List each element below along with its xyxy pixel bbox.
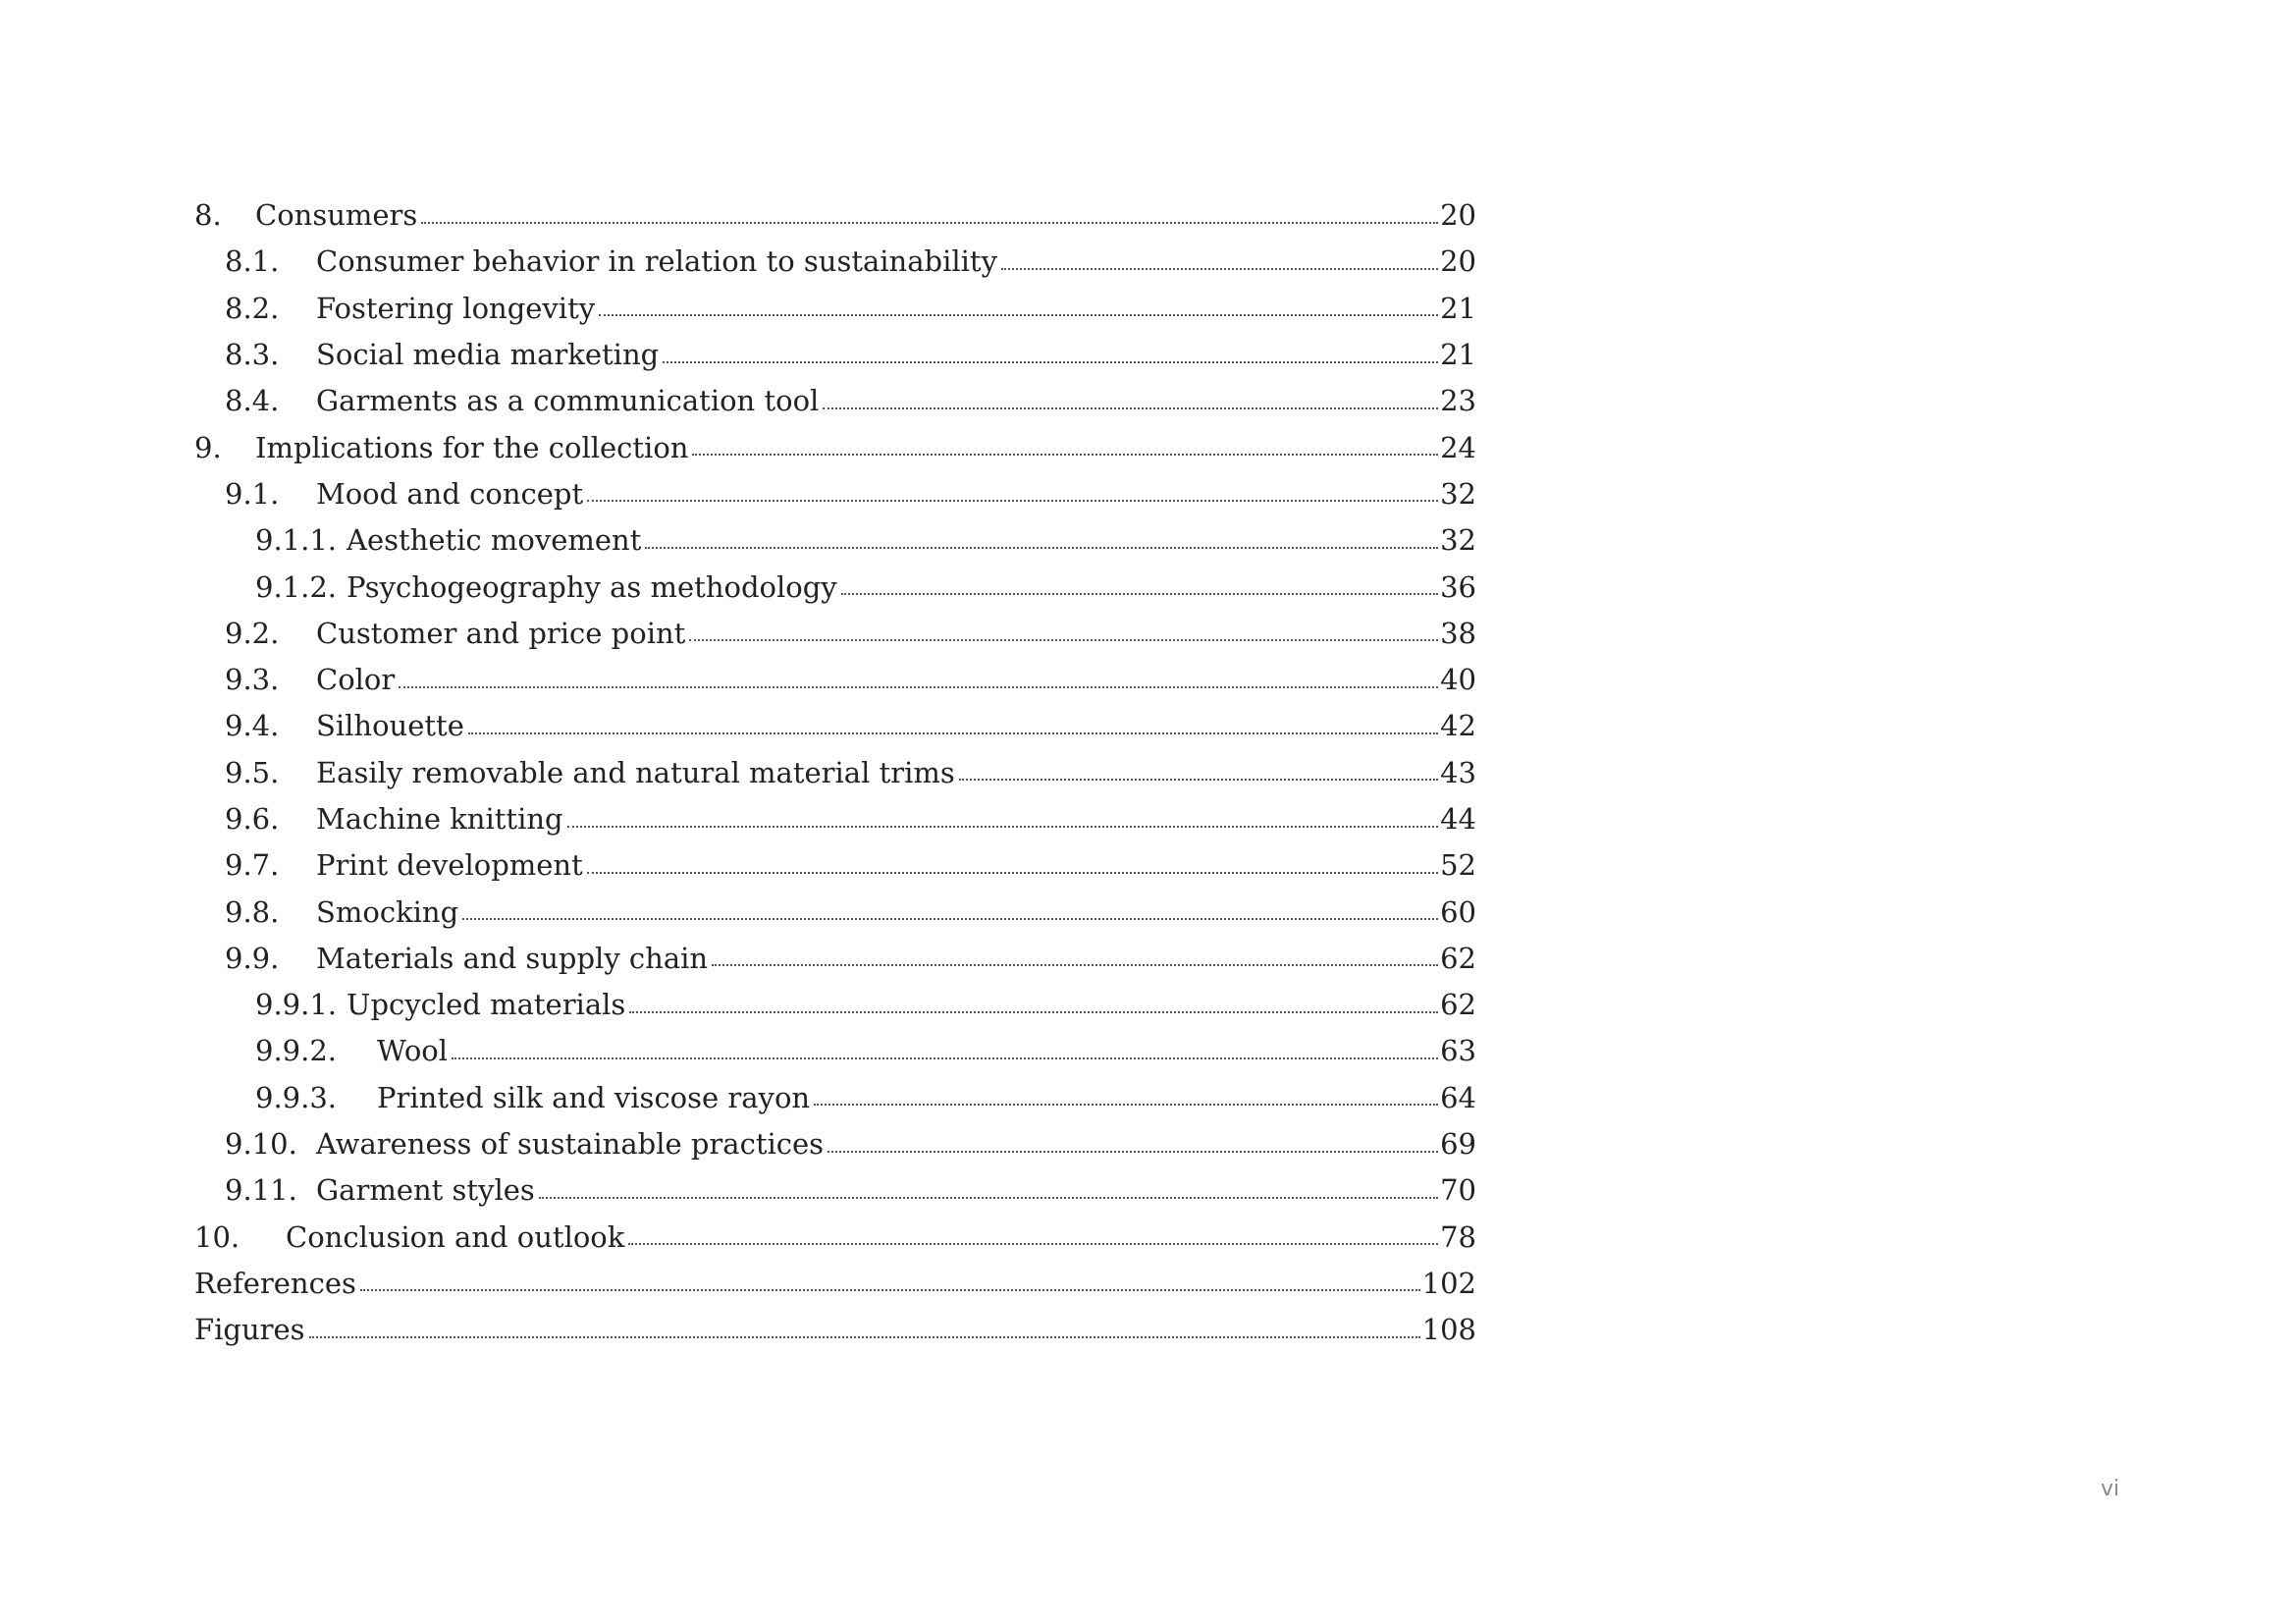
toc-entry[interactable]	[194, 842, 1476, 889]
toc-entry-title: Garments as a communication tool	[316, 384, 820, 418]
toc-entry-page: 60	[1440, 894, 1476, 929]
dot-leader	[452, 1057, 1438, 1059]
toc-entry-title: Aesthetic movement	[347, 523, 642, 558]
toc-entry[interactable]	[194, 1121, 1476, 1167]
toc-entry-title: Color	[316, 663, 396, 697]
toc-entry-title: Easily removable and natural material trims	[316, 755, 955, 789]
toc-entry-title: Figures	[194, 1313, 305, 1347]
toc-entry-title: Machine knitting	[316, 802, 563, 836]
toc-entry-number: 9.3.	[225, 663, 280, 697]
toc-entry-page: 21	[1440, 291, 1476, 325]
toc-entry-number: 9.4.	[225, 709, 280, 743]
toc-entry-title: Consumer behavior in relation to sustainability	[316, 244, 997, 279]
toc-entry-title: Silhouette	[316, 709, 464, 743]
toc-entry-title: Mood and concept	[316, 476, 584, 511]
toc-entry-page: 108	[1421, 1313, 1476, 1347]
toc-entry-page: 63	[1440, 1034, 1476, 1068]
dot-leader	[628, 1243, 1438, 1245]
toc-entry-page: 32	[1440, 476, 1476, 511]
dot-leader	[587, 872, 1438, 874]
toc-entry-page: 102	[1421, 1266, 1476, 1300]
toc-entry-title: Materials and supply chain	[316, 941, 709, 975]
toc-entry-page: 42	[1440, 709, 1476, 743]
toc-entry-page: 44	[1440, 802, 1476, 836]
toc-entry-number: 9.6.	[225, 802, 280, 836]
toc-entry-page: 21	[1440, 338, 1476, 372]
toc-entry-page: 40	[1440, 663, 1476, 697]
toc-entry-page: 69	[1440, 1127, 1476, 1162]
toc-entry[interactable]	[194, 471, 1476, 517]
toc-entry-page: 23	[1440, 384, 1476, 418]
dot-leader	[309, 1336, 1420, 1338]
toc-entry-page: 20	[1440, 198, 1476, 233]
toc-entry-title: Consumers	[255, 198, 418, 233]
toc-entry-number: 8.4.	[225, 384, 280, 418]
toc-entry[interactable]	[194, 1307, 1476, 1353]
toc-entry-number: 9.8.	[225, 894, 280, 929]
toc-entry-number: 9.1.2.	[255, 569, 338, 604]
toc-entry[interactable]	[194, 889, 1476, 935]
toc-entry-number: 8.3.	[225, 338, 280, 372]
dot-leader	[468, 732, 1438, 734]
table-of-contents	[194, 192, 1476, 1353]
toc-entry[interactable]	[194, 1215, 1476, 1261]
toc-entry-number: 9.9.3.	[255, 1080, 338, 1114]
toc-entry-number: 9.1.	[225, 476, 280, 511]
toc-entry-page: 24	[1440, 430, 1476, 464]
page-number: vi	[2101, 1477, 2120, 1501]
toc-entry[interactable]	[194, 982, 1476, 1028]
dot-leader	[689, 639, 1438, 641]
toc-entry[interactable]	[194, 239, 1476, 285]
toc-entry[interactable]	[194, 192, 1476, 239]
toc-entry-title: Garment styles	[316, 1173, 535, 1208]
toc-entry-number: 8.	[194, 198, 222, 233]
toc-entry[interactable]	[194, 936, 1476, 982]
toc-entry-title: References	[194, 1266, 356, 1300]
toc-entry[interactable]	[194, 286, 1476, 332]
dot-leader	[959, 779, 1438, 781]
toc-entry-number: 9.10.	[225, 1127, 297, 1162]
dot-leader	[663, 361, 1438, 363]
toc-entry[interactable]	[194, 424, 1476, 470]
toc-entry-title: Customer and price point	[316, 616, 686, 650]
toc-entry-number: 9.2.	[225, 616, 280, 650]
toc-entry-title: Wool	[377, 1034, 449, 1068]
dot-leader	[814, 1104, 1438, 1106]
dot-leader	[539, 1197, 1438, 1199]
dot-leader	[841, 593, 1438, 595]
toc-entry[interactable]	[194, 517, 1476, 564]
toc-entry-page: 36	[1440, 569, 1476, 604]
dot-leader	[599, 314, 1438, 316]
toc-entry-number: 8.2.	[225, 291, 280, 325]
toc-entry[interactable]	[194, 796, 1476, 842]
toc-entry[interactable]	[194, 703, 1476, 749]
toc-entry[interactable]	[194, 1075, 1476, 1121]
toc-entry[interactable]	[194, 564, 1476, 610]
dot-leader	[645, 547, 1438, 549]
toc-entry[interactable]	[194, 1028, 1476, 1074]
toc-entry-page: 62	[1440, 988, 1476, 1022]
dot-leader	[692, 454, 1438, 456]
toc-entry-number: 9.	[194, 430, 222, 464]
toc-entry-number: 8.1.	[225, 244, 280, 279]
toc-entry-title: Psychogeography as methodology	[347, 569, 837, 604]
toc-entry[interactable]	[194, 332, 1476, 378]
dot-leader	[399, 686, 1438, 688]
toc-entry-title: Conclusion and outlook	[286, 1219, 625, 1254]
dot-leader	[587, 500, 1438, 502]
toc-entry[interactable]	[194, 657, 1476, 703]
toc-entry-page: 52	[1440, 848, 1476, 883]
toc-entry-title: Implications for the collection	[255, 430, 689, 464]
dot-leader	[1001, 268, 1438, 270]
toc-entry-number: 9.7.	[225, 848, 280, 883]
toc-entry-page: 20	[1440, 244, 1476, 279]
toc-entry[interactable]	[194, 750, 1476, 796]
toc-entry[interactable]	[194, 611, 1476, 657]
toc-entry-page: 38	[1440, 616, 1476, 650]
toc-entry-page: 32	[1440, 523, 1476, 558]
dot-leader	[629, 1011, 1438, 1013]
dot-leader	[712, 964, 1438, 966]
toc-entry[interactable]	[194, 378, 1476, 424]
toc-entry-title: Print development	[316, 848, 583, 883]
toc-entry-title: Smocking	[316, 894, 459, 929]
toc-entry[interactable]	[194, 1261, 1476, 1307]
toc-entry-number: 10.	[194, 1219, 240, 1254]
toc-entry[interactable]	[194, 1167, 1476, 1214]
toc-entry-title: Printed silk and viscose rayon	[377, 1080, 811, 1114]
dot-leader	[360, 1289, 1420, 1291]
toc-entry-title: Fostering longevity	[316, 291, 596, 325]
toc-entry-number: 9.9.1.	[255, 988, 338, 1022]
toc-entry-number: 9.1.1.	[255, 523, 338, 558]
dot-leader	[421, 222, 1438, 224]
toc-entry-page: 70	[1440, 1173, 1476, 1208]
dot-leader	[828, 1151, 1438, 1153]
toc-entry-number: 9.9.2.	[255, 1034, 338, 1068]
toc-entry-title: Upcycled materials	[347, 988, 626, 1022]
toc-entry-page: 62	[1440, 941, 1476, 975]
toc-entry-number: 9.11.	[225, 1173, 297, 1208]
dot-leader	[567, 826, 1439, 828]
toc-entry-title: Social media marketing	[316, 338, 660, 372]
toc-entry-number: 9.5.	[225, 755, 280, 789]
toc-entry-page: 64	[1440, 1080, 1476, 1114]
dot-leader	[823, 407, 1438, 409]
dot-leader	[462, 918, 1438, 920]
toc-entry-title: Awareness of sustainable practices	[316, 1127, 825, 1162]
toc-entry-number: 9.9.	[225, 941, 280, 975]
toc-entry-page: 78	[1440, 1219, 1476, 1254]
toc-entry-page: 43	[1440, 755, 1476, 789]
